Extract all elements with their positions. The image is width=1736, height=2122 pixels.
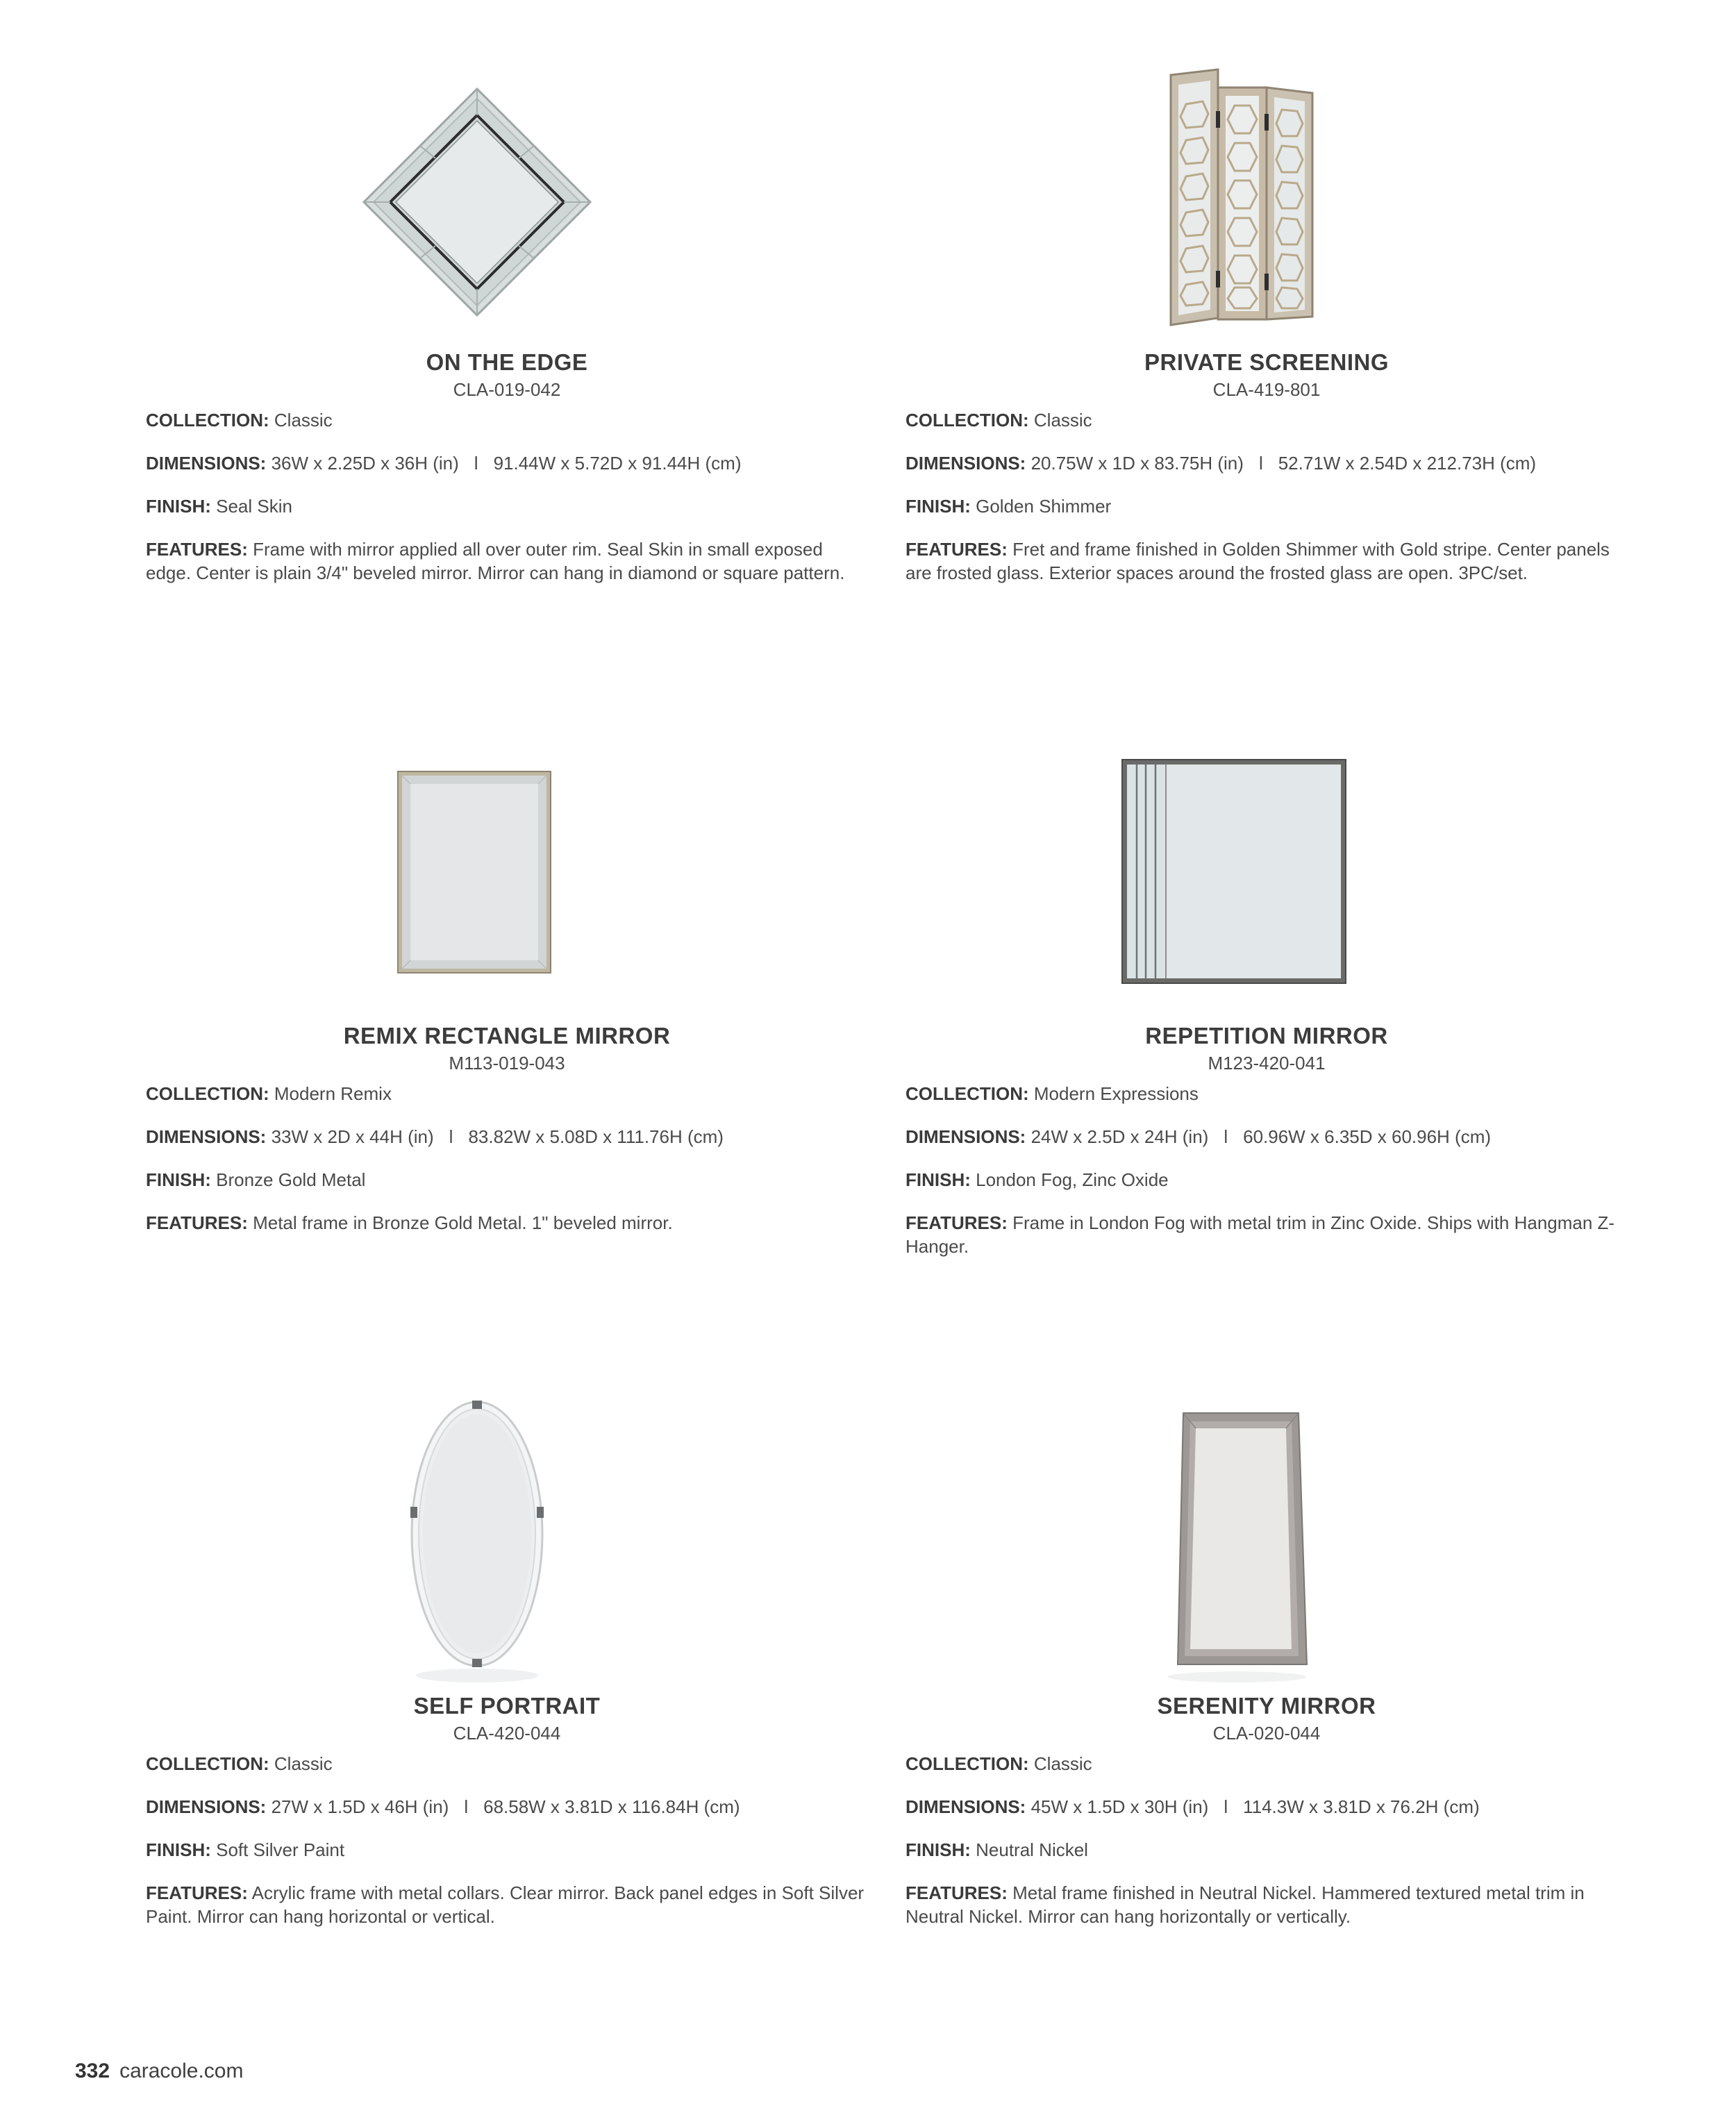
product-image-self-portrait [146,1385,868,1684]
dimensions-cm: 52.71W x 2.54D x 212.73H (cm) [1278,453,1537,474]
finish-value: Golden Shimmer [976,496,1112,517]
product-sku: CLA-420-044 [453,1723,561,1744]
features-label: FEATURES: [905,1212,1008,1233]
dimensions-row [905,1795,1628,1819]
dimensions-label: DIMENSIONS: [146,453,267,474]
features-value: Fret and frame finished in Golden Shimmer with Gold stripe. Center panels are frosted glass. Exterior spaces around the frosted glass are open. 3PC/set. [905,539,1610,583]
dimensions-in: 36W x 2.25D x 36H (in) [271,453,459,474]
dimensions-separator: l [1224,1126,1228,1147]
product-title: REPETITION MIRROR [1145,1023,1388,1049]
dimensions-separator: l [449,1126,453,1147]
page-footer [75,2060,243,2083]
dimensions-row [146,1795,868,1819]
folding-screen-illustration [905,42,1628,340]
product-image-serenity-mirror [905,1385,1628,1684]
product-image-on-the-edge [146,42,868,340]
dimensions-label: DIMENSIONS: [905,1796,1026,1817]
finish-row [905,1168,1628,1192]
features-row [146,1211,868,1235]
finish-label: FINISH: [146,496,211,517]
dimensions-separator: l [1224,1796,1228,1817]
finish-label: FINISH: [146,1839,211,1860]
dimensions-cm: 68.58W x 3.81D x 116.84H (cm) [483,1796,740,1817]
dimensions-label: DIMENSIONS: [905,1126,1026,1147]
diamond-mirror-illustration [146,42,868,340]
product-sku: CLA-419-801 [1212,379,1321,400]
features-value: Metal frame finished in Neutral Nickel. Hammered textured metal trim in Neutral Nickel. Mirror can hang horizontally or vertically. [905,1882,1585,1927]
finish-row [146,494,868,518]
finish-row [146,1838,868,1862]
finish-value: Soft Silver Paint [216,1839,345,1860]
framed-mirror-illustration [905,1385,1628,1684]
product-card-on-the-edge [146,42,868,604]
dimensions-cm: 91.44W x 5.72D x 91.44H (cm) [493,453,742,474]
product-title: PRIVATE SCREENING [1144,349,1389,375]
collection-value: Classic [274,1753,333,1774]
dimensions-cm: 60.96W x 6.35D x 60.96H (cm) [1243,1126,1492,1147]
product-card-repetition-mirror [905,715,1628,1278]
features-row [905,537,1628,585]
dimensions-in: 20.75W x 1D x 83.75H (in) [1030,453,1244,474]
collection-row [905,408,1628,432]
features-row [146,1881,868,1928]
dimensions-row [905,1125,1628,1148]
collection-label: COLLECTION: [905,1753,1029,1774]
features-label: FEATURES: [905,539,1008,560]
product-title: SELF PORTRAIT [413,1693,601,1719]
finish-value: Neutral Nickel [976,1839,1088,1860]
dimensions-separator: l [464,1796,469,1817]
product-sku: M123-420-041 [1208,1053,1326,1073]
features-value: Metal frame in Bronze Gold Metal. 1" beveled mirror. [253,1212,673,1233]
dimensions-cm: 114.3W x 3.81D x 76.2H (cm) [1243,1796,1480,1817]
features-label: FEATURES: [146,1882,248,1903]
features-row [905,1881,1628,1928]
finish-label: FINISH: [905,1169,971,1190]
finish-row [905,494,1628,518]
collection-value: Classic [1033,1753,1092,1774]
dimensions-in: 27W x 1.5D x 46H (in) [271,1796,449,1817]
finish-value: Bronze Gold Metal [216,1169,366,1190]
dimensions-row [146,451,868,475]
collection-value: Classic [1033,410,1092,431]
finish-label: FINISH: [146,1169,211,1190]
square-mirror-illustration [905,715,1628,1014]
collection-value: Modern Expressions [1033,1083,1199,1104]
collection-value: Modern Remix [274,1083,392,1104]
features-row [905,1211,1628,1258]
product-image-remix-rectangle-mirror [146,715,868,1014]
dimensions-row [146,1125,868,1148]
dimensions-separator: l [1258,453,1263,474]
page-number: 332 [75,2060,110,2082]
collection-row [146,1082,868,1105]
collection-row [146,408,868,432]
features-row [146,537,868,585]
finish-label: FINISH: [905,1839,971,1860]
dimensions-in: 45W x 1.5D x 30H (in) [1030,1796,1209,1817]
collection-row [905,1752,1628,1776]
finish-value: London Fog, Zinc Oxide [976,1169,1169,1190]
product-card-private-screening [905,42,1628,604]
features-value: Acrylic frame with metal collars. Clear mirror. Back panel edges in Soft Silver Paint. Mirror can hang horizontal or vertical. [146,1882,865,1927]
features-label: FEATURES: [905,1882,1008,1903]
features-value: Frame in London Fog with metal trim in Zinc Oxide. Ships with Hangman Z-Hanger. [905,1212,1615,1257]
collection-label: COLLECTION: [146,1753,269,1774]
product-image-private-screening [905,42,1628,340]
product-sku: CLA-020-044 [1212,1723,1321,1744]
product-card-remix-rectangle-mirror [146,715,868,1254]
features-label: FEATURES: [146,539,248,560]
collection-label: COLLECTION: [146,410,269,431]
finish-row [146,1168,868,1192]
dimensions-label: DIMENSIONS: [146,1796,267,1817]
collection-row [146,1752,868,1776]
oval-mirror-illustration [146,1385,868,1684]
product-title: SERENITY MIRROR [1157,1693,1376,1719]
finish-label: FINISH: [905,496,971,517]
dimensions-label: DIMENSIONS: [905,453,1026,474]
finish-row [905,1838,1628,1862]
dimensions-label: DIMENSIONS: [146,1126,267,1147]
collection-row [905,1082,1628,1105]
product-sku: CLA-019-042 [453,379,561,400]
product-card-serenity-mirror [905,1385,1628,1948]
dimensions-in: 33W x 2D x 44H (in) [271,1126,434,1147]
website-url: caracole.com [119,2060,244,2082]
features-label: FEATURES: [146,1212,248,1233]
features-value: Frame with mirror applied all over outer rim. Seal Skin in small exposed edge. Center is plain 3/4" beveled mirror. Mirror can hang in diamond or square pattern. [146,539,845,583]
finish-value: Seal Skin [216,496,292,517]
dimensions-in: 24W x 2.5D x 24H (in) [1030,1126,1209,1147]
rectangle-mirror-illustration [146,715,868,1014]
collection-value: Classic [274,410,333,431]
dimensions-separator: l [474,453,478,474]
product-sku: M113-019-043 [449,1053,565,1073]
dimensions-cm: 83.82W x 5.08D x 111.76H (cm) [468,1126,724,1147]
collection-label: COLLECTION: [146,1083,269,1104]
product-card-self-portrait [146,1385,868,1948]
product-title: REMIX RECTANGLE MIRROR [343,1023,671,1049]
collection-label: COLLECTION: [905,410,1029,431]
product-image-repetition-mirror [905,715,1628,1014]
dimensions-row [905,451,1628,475]
collection-label: COLLECTION: [905,1083,1029,1104]
product-title: ON THE EDGE [426,349,588,375]
